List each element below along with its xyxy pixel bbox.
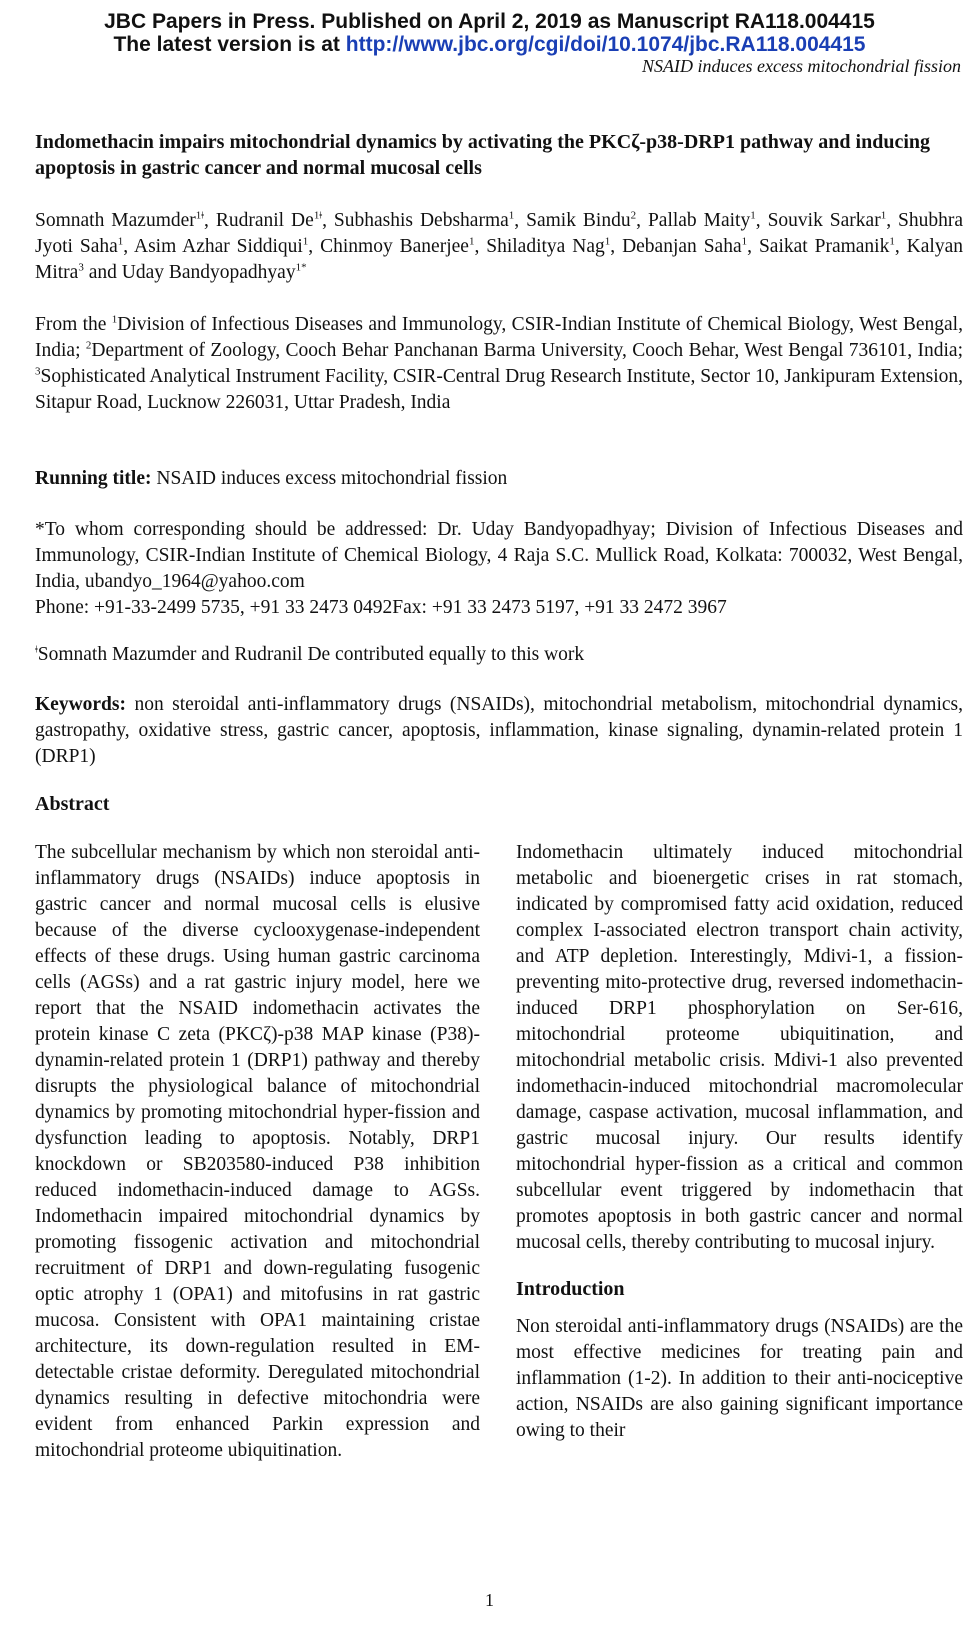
affiliations (35, 312, 963, 416)
abstract-column-right (516, 840, 963, 1444)
keywords-value: non steroidal anti-inflammatory drugs (NSAIDs), mitochondrial metabolism, mitochondrial dynamics, gastropathy, oxidative stress, gastric cancer, apoptosis, inflammation, kinase signaling, dynamin-related protein 1 (DRP1) (35, 694, 963, 767)
correspondence (35, 517, 963, 621)
affiliations-prefix: From the (35, 314, 112, 335)
keywords-label: Keywords: (35, 694, 126, 715)
equal-contribution-note (35, 642, 963, 668)
page-number: 1 (485, 1590, 494, 1610)
keywords (35, 692, 963, 770)
correspondence-address: *To whom corresponding should be addressed: Dr. Uday Bandyopadhyay; Division of Infectious Diseases and Immunology, CSIR-Indian Institute of Chemical Biology, 4 Raja S.C. Mullick Road, Kolkata: 700032, West Bengal, India, ubandyo_1964@yahoo.com (35, 519, 963, 592)
affiliation-mark: 2 (85, 339, 92, 352)
author-affiliation-mark: 1 (889, 235, 895, 248)
author-name: Rudranil De (215, 210, 314, 231)
author-name: Samik Bindu (526, 210, 631, 231)
doi-link[interactable]: http://www.jbc.org/cgi/doi/10.1074/jbc.RA118.004415 (345, 33, 866, 56)
affiliation-text: Department of Zoology, Cooch Behar Panchanan Barma University, Cooch Behar, West Bengal 736101, India; (91, 340, 963, 361)
author-name: Debanjan Saha (622, 236, 742, 257)
author-name: Shubhra Jyoti Saha (35, 210, 964, 257)
author-affiliation-mark: 2 (630, 209, 637, 222)
running-title-value: NSAID induces excess mitochondrial fission (151, 468, 508, 489)
affiliation-mark: 1 (111, 313, 118, 326)
correspondence-phone: Phone: +91-33-2499 5735, +91 33 2473 0492Fax: +91 33 2473 5197, +91 33 2472 3967 (35, 597, 727, 618)
equal-contribution-mark: ǂ (35, 643, 38, 656)
author-name: Kalyan Mitra (35, 236, 963, 283)
author-name: Saikat Pramanik (758, 236, 890, 257)
author-affiliation-mark: 1 (508, 209, 515, 222)
author-affiliation-mark: 1 (750, 209, 756, 222)
abstract-column-left: The subcellular mechanism by which non steroidal anti-inflammatory drugs (NSAIDs) induce apoptosis in gastric cancer and normal mucosal cells is elusive because of the diverse cyclooxygenase-independent effects of these drugs. Using human gastric carcinoma cells (AGSs) and a rat gastric injury model, here we report that the NSAID indomethacin activates the protein kinase C zeta (PKCζ)-p38 MAP kinase (P38)-dynamin-related protein 1 (DRP1) pathway and thereby disrupts the physiological balance of mitochondrial dynamics by promoting mitochondrial hyper-fission and dysfunction leading to apoptosis. Notably, DRP1 knockdown or SB203580-induced P38 inhibition reduced indomethacin-induced damage to AGSs. Indomethacin impaired mitochondrial dynamics by promoting fissogenic activation and mitochondrial recruitment of DRP1 and down-regulating fusogenic optic atrophy 1 (OPA1) and mitofusins in rat gastric mucosa. Consistent with OPA1 maintaining cristae architecture, its down-regulation resulted in EM-detectable cristae deformity. Deregulated mitochondrial dynamics resulting in defective mitochondria were evident from enhanced Parkin expression and mitochondrial proteome ubiquitination. (35, 842, 480, 1461)
author-list: Somnath Mazumder$^{1ǂ}$, Rudranil $De^{1ǂ}$, Subhashis Debsharma$^1$, Samik Bindu$^2$, Pallab Maity$^1$, Souvik Sarkar$^1$, Shubhra Jyoti Saha$^1$, Asim Azhar Siddiqui$^1$, Chinmoy Banerjee$^1$, Shiladitya Nag$^1$, Debanjan Saha$^1$, Saikat Pramanik$^1$, Kalyan Mitra$^3$ and Uday Bandyopadhyay$^{1*}$ (35, 209, 964, 283)
author-affiliation-mark: 1 (880, 209, 887, 222)
author-affiliation-mark: 1 (302, 235, 309, 248)
introduction-text: Non steroidal anti-inflammatory drugs (NSAIDs) are the most effective medicines for treating pain and inflammation (1-2). In addition to their anti-nociceptive action, NSAIDs are also gaining significant importance owing to their (516, 1316, 963, 1441)
author-name: Subhashis Debsharma (333, 210, 509, 231)
author-name: Pallab Maity (647, 210, 751, 231)
running-title (35, 466, 963, 492)
author-name: Shiladitya Nag (486, 236, 605, 257)
author-affiliation-mark: 1ǂ (195, 209, 205, 222)
author-affiliation-mark: 1 (604, 235, 611, 248)
author-name: Chinmoy Banerjee (320, 236, 469, 257)
equal-contribution-text: Somnath Mazumder and Rudranil De contributed equally to this work (37, 644, 585, 665)
affiliation-text: Sophisticated Analytical Instrument Facility, CSIR-Central Drug Research Institute, Sector 10, Jankipuram Extension, Sitapur Road, Lucknow 226031, Uttar Pradesh, India (35, 366, 963, 413)
author-affiliation-mark: 1* (295, 261, 307, 274)
press-notice (0, 10, 979, 56)
press-notice-prefix: The latest version is at (113, 33, 346, 56)
author-affiliation-mark: 3 (78, 261, 84, 274)
author-name: Souvik Sarkar (767, 210, 881, 231)
paper-title: Indomethacin impairs mitochondrial dynamics by activating the PKCζ-p38-DRP1 pathway and inducing apoptosis in gastric cancer and normal mucosal cells (35, 131, 931, 179)
running-title-label: Running title: (35, 468, 152, 489)
abstract-continuation: Indomethacin ultimately induced mitochondrial metabolic and bioenergetic crises in rat stomach, indicated by compromised fatty acid oxidation, reduced complex I-associated electron transport chain activity, and ATP depletion. Interestingly, Mdivi-1, a fission-preventing mito-protective drug, reversed indomethacin-induced DRP1 phosphorylation on Ser-616, mitochondrial proteome ubiquitination, and mitochondrial metabolic crisis. Mdivi-1 also prevented indomethacin-induced mitochondrial macromolecular damage, caspase activation, mucosal inflammation, and gastric mucosal injury. Our results identify mitochondrial hyper-fission as a critical and common subcellular event triggered by indomethacin that promotes apoptosis in both gastric cancer and normal mucosal cells, thereby contributing to mucosal injury. (516, 842, 963, 1253)
running-header: NSAID induces excess mitochondrial fission (642, 56, 961, 76)
author-name: Asim Azhar Siddiqui (134, 236, 303, 257)
press-notice-line1: JBC Papers in Press. Published on April 2, 2019 as Manuscript RA118.004415 (104, 10, 875, 33)
authors-and: and (83, 262, 122, 283)
author-affiliation-mark: 1 (117, 235, 124, 248)
affiliation-mark: 3 (35, 365, 41, 378)
introduction-heading: Introduction (516, 1278, 625, 1300)
author-affiliation-mark: 1 (741, 235, 748, 248)
abstract-heading: Abstract (35, 793, 110, 815)
author-name: Uday Bandyopadhyay (121, 262, 296, 283)
author-affiliation-mark: 1 (468, 235, 475, 248)
author-affiliation-mark: 1ǂ (313, 209, 323, 222)
affiliation-text: Division of Infectious Diseases and Immunology, CSIR-Indian Institute of Chemical Biology, West Bengal, India; (35, 314, 963, 361)
author-name: Somnath Mazumder (35, 210, 196, 231)
press-notice-line2 (0, 33, 979, 56)
